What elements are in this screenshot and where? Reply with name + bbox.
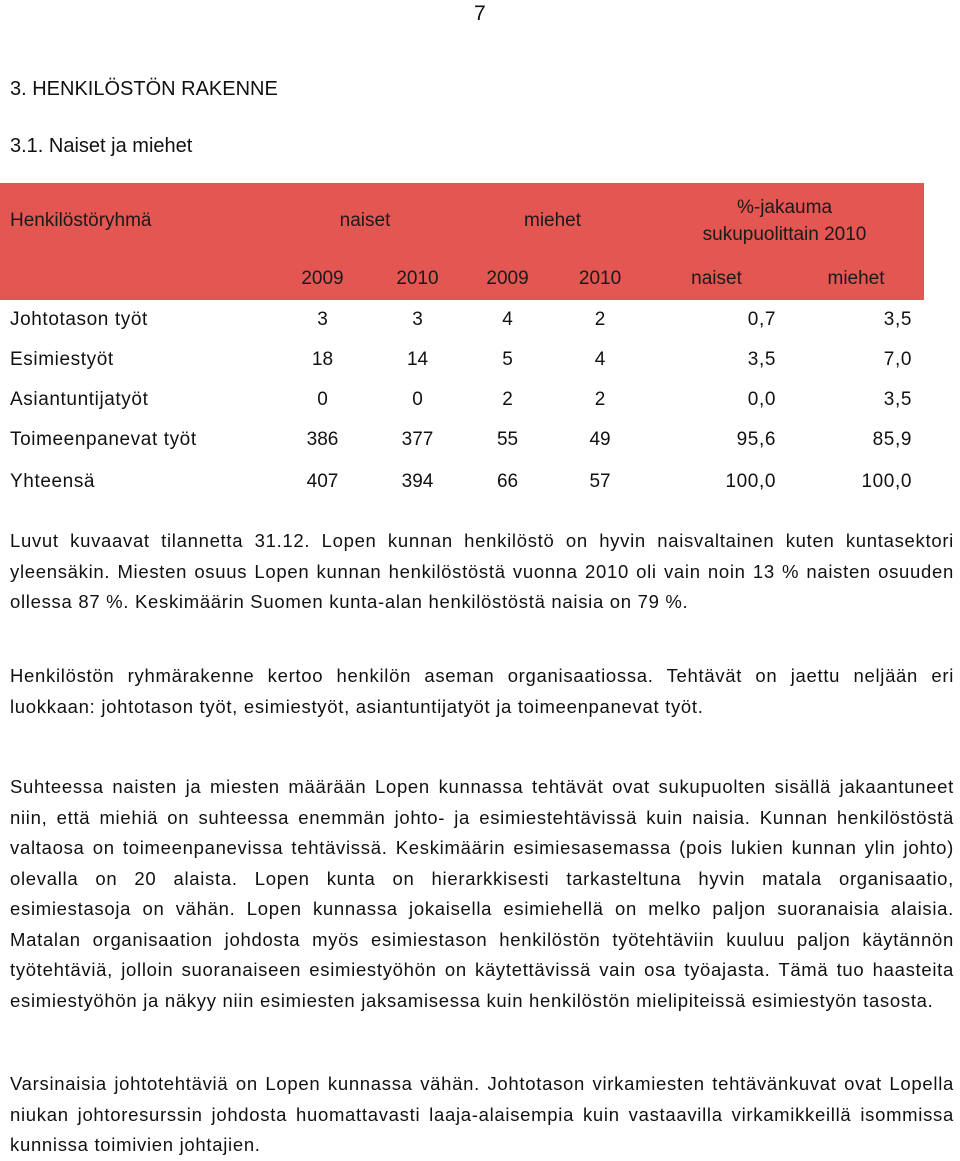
table-header-row <box>0 183 924 258</box>
women-2009-value: 18 <box>311 349 334 370</box>
dist-women-header: naiset <box>645 258 788 300</box>
paragraph-group-structure: Henkilöstön ryhmärakenne kertoo henkilön aseman organisaatiossa. Tehtävät on jaettu neljään eri luokkaan: johtotason työt, esimiestyöt, asiantuntijatyöt ja toimeenpanevat työt. <box>10 665 954 717</box>
women-pct-value: 100,0 <box>725 471 777 492</box>
table-row <box>0 300 924 340</box>
row-label: Yhteensä <box>10 471 96 492</box>
year-men-2009: 2009 <box>460 258 555 300</box>
men-2009-value: 55 <box>496 429 519 450</box>
men-pct-value: 3,5 <box>883 389 913 410</box>
row-label: Toimeenpanevat työt <box>10 429 197 450</box>
women-2010-value: 14 <box>406 349 429 370</box>
men-pct-value: 85,9 <box>872 429 913 450</box>
year-women-2010: 2010 <box>375 258 460 300</box>
women-pct-value: 95,6 <box>736 429 777 450</box>
men-2010-value: 2 <box>594 309 606 330</box>
dist-men-header: miehet <box>788 258 924 300</box>
table-subheader-row <box>0 258 924 300</box>
staff-gender-table <box>0 183 924 504</box>
row-label: Esimiestyöt <box>10 349 114 370</box>
year-women-2009: 2009 <box>270 258 375 300</box>
women-2009-value: 407 <box>306 471 339 492</box>
column-header-group: Henkilöstöryhmä <box>0 183 270 258</box>
men-2009-value: 4 <box>502 309 513 330</box>
women-2010-value: 3 <box>412 309 423 330</box>
men-pct-value: 100,0 <box>861 471 913 492</box>
year-men-2010: 2010 <box>555 258 645 300</box>
column-header-men: miehet <box>460 183 645 258</box>
row-label: Asiantuntijatyöt <box>10 389 149 410</box>
distribution-line-1: %-jakauma <box>736 196 833 218</box>
women-2009-value: 3 <box>317 309 328 330</box>
table-row-total <box>0 460 924 504</box>
subheader-empty <box>0 258 270 300</box>
women-pct-value: 0,7 <box>747 309 777 330</box>
men-2009-value: 66 <box>496 471 519 492</box>
column-header-women: naiset <box>270 183 460 258</box>
paragraph-management: Varsinaisia johtotehtäviä on Lopen kunnassa vähän. Johtotason virkamiesten tehtävänkuvat ovat Lopella niukan johtoresurssin johdosta huomattavasti laaja-alaisempia kuin vastaavilla virkamikkeillä isommissa kunnissa toimivien johtajien. <box>10 1073 954 1155</box>
women-2009-value: 386 <box>306 429 339 450</box>
men-2010-value: 4 <box>594 349 606 370</box>
women-pct-value: 3,5 <box>747 349 777 370</box>
men-pct-value: 3,5 <box>883 309 913 330</box>
women-2010-value: 0 <box>412 389 423 410</box>
table-row <box>0 380 924 420</box>
women-2010-value: 394 <box>401 471 434 492</box>
women-2010-value: 377 <box>401 429 434 450</box>
column-header-distribution <box>645 183 924 258</box>
section-heading: 3. HENKILÖSTÖN RAKENNE <box>10 78 278 100</box>
women-pct-value: 0,0 <box>747 389 777 410</box>
men-pct-value: 7,0 <box>883 349 913 370</box>
table-row <box>0 420 924 460</box>
men-2009-value: 2 <box>502 389 513 410</box>
men-2010-value: 57 <box>589 471 611 492</box>
row-label: Johtotason työt <box>10 309 148 330</box>
distribution-line-2: sukupuolittain 2010 <box>702 223 867 245</box>
men-2009-value: 5 <box>502 349 513 370</box>
men-2010-value: 2 <box>594 389 606 410</box>
men-2010-value: 49 <box>589 429 611 450</box>
paragraph-gender-share: Luvut kuvaavat tilannetta 31.12. Lopen kunnan henkilöstö on hyvin naisvaltainen kuten kuntasektori yleensäkin. Miesten osuus Lopen kunnan henkilöstöstä vuonna 2010 oli vain noin 13 % naisten osuuden ollessa 87 %. Keskimäärin Suomen kunta-alan henkilöstöstä naisia on 79 %. <box>10 530 954 612</box>
subsection-heading: 3.1. Naiset ja miehet <box>10 135 193 157</box>
table-row <box>0 340 924 380</box>
women-2009-value: 0 <box>317 389 328 410</box>
paragraph-task-distribution: Suhteessa naisten ja miesten määrään Lopen kunnassa tehtävät ovat sukupuolten sisällä jakaantuneet niin, että miehiä on suhteessa enemmän johto- ja esimiestehtävissä kuin naisia. Kunnan henkilöstöstä valtaosa on toimeenpanevissa tehtävissä. Keskimäärin esimiesasemassa (pois lukien kunnan ylin johto) olevalla on 20 alaista. Lopen kunta on hierarkkisesti tarkasteltuna hyvin matala organisaatio, esimiestasoja on vähän. Lopen kunnassa jokaisella esimiehellä on melko paljon suoranaisia alaisia. Matalan organisaation johdosta myös esimiestason henkilöstön työtehtäviin kuuluu paljon käytännön työtehtäviä, jolloin suoranaiseen esimiestyöhön on käytettävissä vain osa työajasta. Tämä tuo haasteita esimiestyöhön ja näkyy niin esimiesten jaksamisessa kuin henkilöstön mielipiteissä esimiestyön tasosta. <box>10 776 954 1011</box>
page-number: 7 <box>474 2 486 25</box>
